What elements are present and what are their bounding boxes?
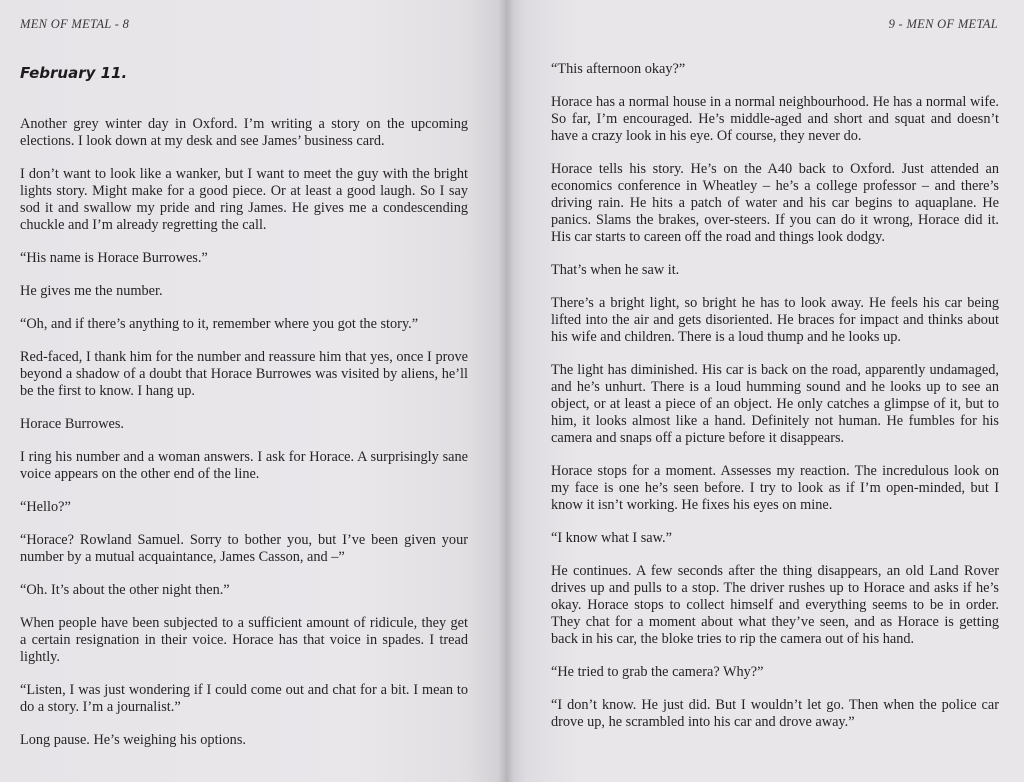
paragraph: “Hello?”	[20, 499, 71, 515]
paragraph: “His name is Horace Burrowes.”	[20, 250, 208, 266]
left-page-text	[20, 116, 468, 765]
paragraph: “He tried to grab the camera? Why?”	[551, 664, 764, 680]
paragraph: “Oh. It’s about the other night then.”	[20, 582, 230, 598]
paragraph: Long pause. He’s weighing his options.	[20, 732, 246, 748]
paragraph: “I don’t know. He just did. But I wouldn’t let go. Then when the police car drove up, he scrambled into his car and drove away.”	[551, 697, 999, 730]
paragraph: Horace has a normal house in a normal neighbourhood. He has a normal wife. So far, I’m encouraged. He’s middle-aged and short and squat and doesn’t have a crazy look in his eye. Of course, they never do.	[551, 94, 999, 144]
paragraph: Horace stops for a moment. Assesses my reaction. The incredulous look on my face is one he’s seen before. I try to look as if I’m open-minded, but I know it isn’t working. He fixes his eyes on mine.	[551, 463, 999, 513]
left-page	[0, 0, 506, 782]
paragraph: Another grey winter day in Oxford. I’m writing a story on the upcoming elections. I look down at my desk and see James’ business card.	[20, 116, 468, 149]
right-page	[506, 0, 1024, 782]
paragraph: I ring his number and a woman answers. I ask for Horace. A surprisingly sane voice appears on the other end of the line.	[20, 449, 468, 482]
paragraph: “This afternoon okay?”	[551, 61, 686, 77]
running-head-left: MEN OF METAL - 8	[20, 17, 130, 31]
running-head-right: 9 - MEN OF METAL	[888, 17, 998, 31]
paragraph: Horace Burrowes.	[20, 416, 125, 432]
paragraph: “Listen, I was just wondering if I could come out and chat for a bit. I mean to do a story. I’m a journalist.”	[20, 682, 468, 715]
paragraph: He gives me the number.	[20, 283, 163, 299]
paragraph: “Horace? Rowland Samuel. Sorry to bother you, but I’ve been given your number by a mutual acquaintance, James Casson, and –”	[20, 532, 468, 565]
paragraph: “I know what I saw.”	[551, 530, 672, 546]
paragraph: Horace tells his story. He’s on the A40 back to Oxford. Just attended an economics conference in Wheatley – he’s a college professor – and there’s driving rain. He hits a patch of water and his car begins to aquaplane. He panics. Slams the brakes, over-steers. If you can do it wrong, Horace did it. His car starts to careen off the road and things look dodgy.	[551, 161, 999, 245]
paragraph: “Oh, and if there’s anything to it, remember where you got the story.”	[20, 316, 419, 332]
paragraph: That’s when he saw it.	[551, 262, 680, 278]
paragraph: Red-faced, I thank him for the number and reassure him that yes, once I prove beyond a shadow of a doubt that Horace Burrowes was visited by aliens, he’ll be the first to know. I hang up.	[20, 349, 468, 399]
paragraph: The light has diminished. His car is back on the road, apparently undamaged, and he’s unhurt. There is a loud humming sound and he looks up to see an object, or at least a piece of an object. He only catches a glimpse of it, but to him, it looks almost like a hand. Definitely not human. He fumbles for his camera and snaps off a picture before it disappears.	[551, 362, 999, 446]
paragraph: There’s a bright light, so bright he has to look away. He feels his car being lifted into the air and gets disoriented. He braces for impact and thinks about his wife and children. There is a loud thump and he looks up.	[551, 295, 999, 345]
paragraph: I don’t want to look like a wanker, but I want to meet the guy with the bright lights story. Might make for a good piece. Or at least a good laugh. So I say sod it and swallow my pride and ring James. He gives me a condescending chuckle and I’m already regretting the call.	[20, 166, 468, 233]
right-page-text	[551, 61, 999, 747]
date-heading: February 11.	[20, 64, 128, 82]
paragraph: He continues. A few seconds after the thing disappears, an old Land Rover drives up and pulls to a stop. The driver rushes up to Horace and asks if he’s okay. Horace stops to collect himself and everything seems to be in order. They chat for a moment about what they’ve seen, and as Horace is getting back in his car, the bloke tries to rip the camera out of his hand.	[551, 563, 999, 647]
paragraph: When people have been subjected to a sufficient amount of ridicule, they get a certain resignation in their voice. Horace has that voice in spades. I tread lightly.	[20, 615, 468, 665]
